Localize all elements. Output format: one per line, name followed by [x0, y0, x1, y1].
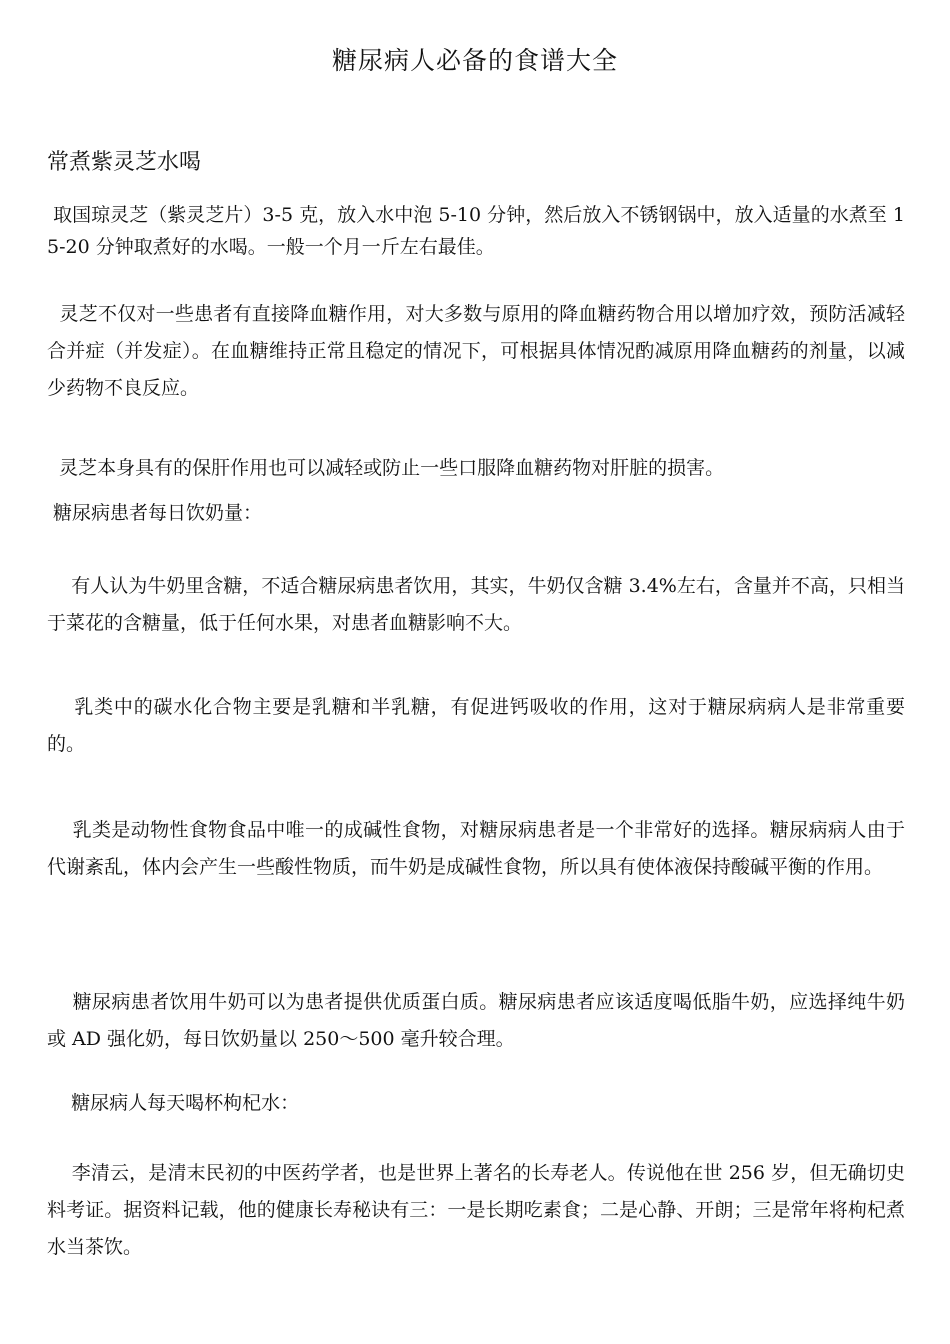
- paragraph-goji-story: 李清云，是清末民初的中医药学者，也是世界上著名的长寿老人。传说他在世 256 岁，但无确切史料考证。据资料记载，他的健康长寿秘诀有三：一是长期吃素食；二是心静、开朗；三是常年将枸杞煮水当茶饮。: [47, 1162, 905, 1258]
- paragraph-milk-alkaline: 乳类是动物性食物食品中唯一的成碱性食物，对糖尿病患者是一个非常好的选择。糖尿病病人由于代谢紊乱，体内会产生一些酸性物质，而牛奶是成碱性食物，所以具有使体液保持酸碱平衡的作用。: [47, 819, 905, 878]
- paragraph-milk-lactose: 乳类中的碳水化合物主要是乳糖和半乳糖，有促进钙吸收的作用，这对于糖尿病病人是非常重要的。: [47, 696, 905, 755]
- paragraph-milk-protein: 糖尿病患者饮用牛奶可以为患者提供优质蛋白质。糖尿病患者应该适度喝低脂牛奶，应选择纯牛奶或 AD 强化奶，每日饮奶量以 250～500 毫升较合理。: [47, 991, 905, 1050]
- section-heading: 常煮紫灵芝水喝: [47, 150, 202, 175]
- document-title: 糖尿病人必备的食谱大全: [331, 46, 618, 75]
- paragraph-lingzhi-liver: 灵芝本身具有的保肝作用也可以减轻或防止一些口服降血糖药物对肝脏的损害。: [47, 457, 725, 479]
- paragraph-lingzhi-effect: 灵芝不仅对一些患者有直接降血糖作用，对大多数与原用的降血糖药物合用以增加疗效，预防活减轻合并症（并发症）。在血糖维持正常且稳定的情况下，可根据具体情况酌减原用降血糖药的剂量，以减少药物不良反应。: [47, 303, 905, 399]
- paragraph-milk-sugar: 有人认为牛奶里含糖，不适合糖尿病患者饮用，其实，牛奶仅含糖 3.4%左右，含量并不高，只相当于菜花的含糖量，低于任何水果，对患者血糖影响不大。: [47, 575, 905, 634]
- paragraph-milk-heading: 糖尿病患者每日饮奶量：: [47, 502, 263, 524]
- paragraph-goji-heading: 糖尿病人每天喝杯枸杞水：: [47, 1092, 300, 1114]
- paragraph-lingzhi-recipe: 取国琼灵芝（紫灵芝片）3-5 克，放入水中泡 5-10 分钟，然后放入不锈钢锅中，放入适量的水煮至 15-20 分钟取煮好的水喝。一般一个月一斤左右最佳。: [47, 204, 905, 258]
